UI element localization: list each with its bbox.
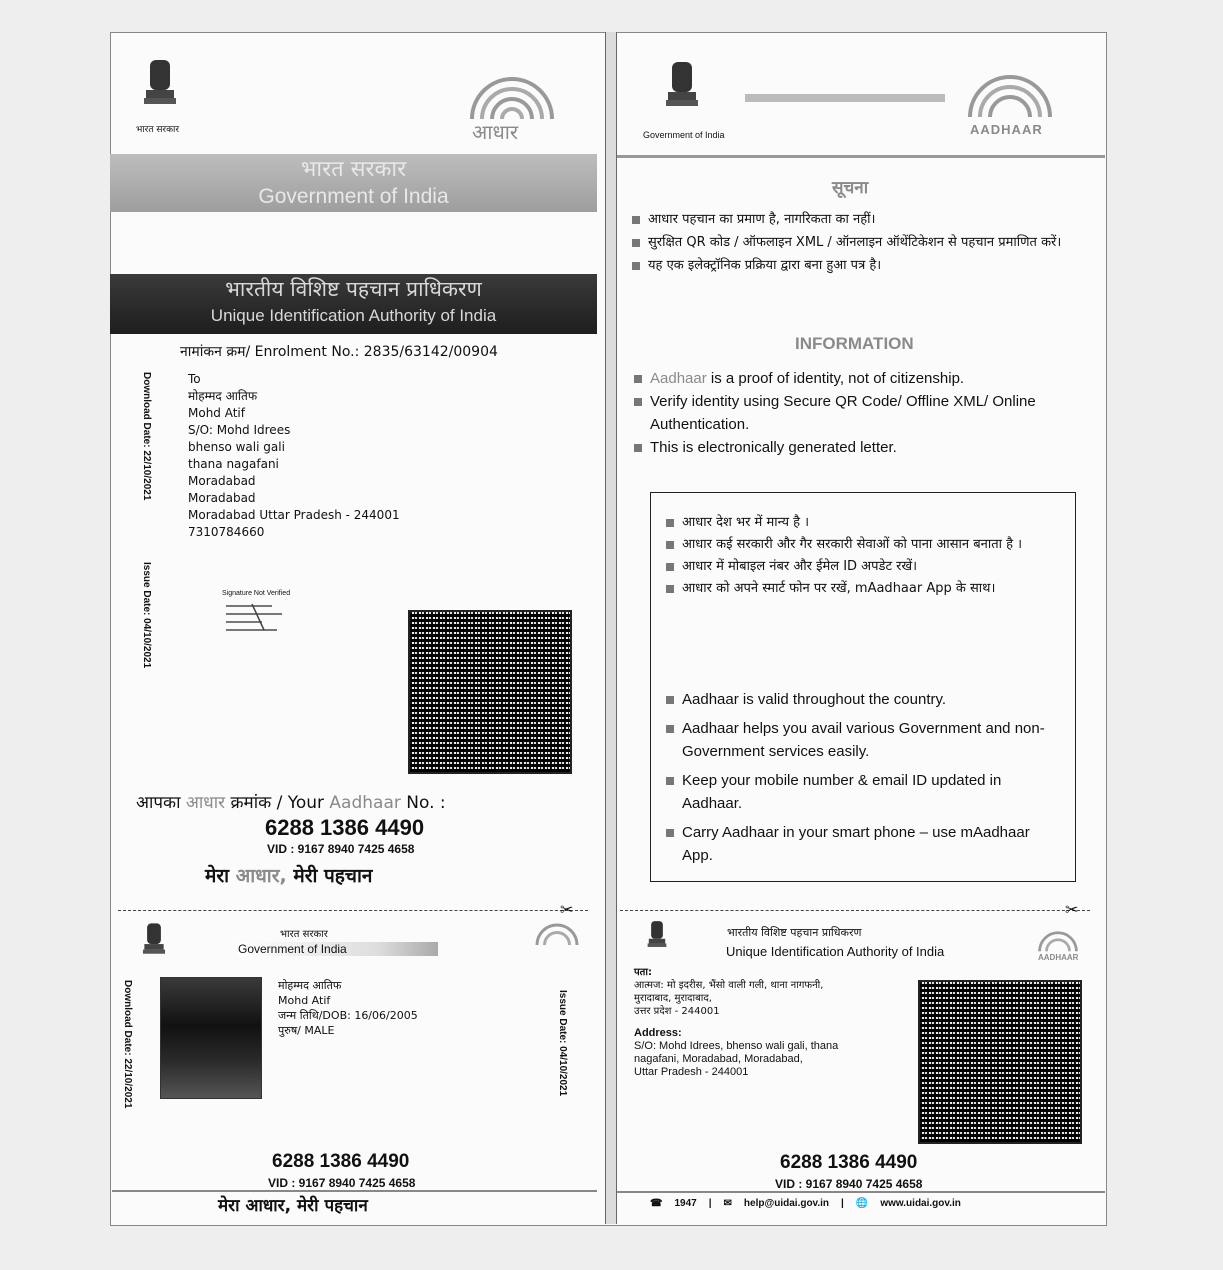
bullet-icon — [632, 239, 640, 247]
card-vid-number: VID : 9167 8940 7425 4658 — [268, 1176, 416, 1190]
bullet-icon — [666, 725, 674, 733]
card-divider — [112, 1190, 597, 1192]
header-rule — [745, 94, 945, 102]
bullet-icon — [634, 444, 642, 452]
enrolment-number: नामांकन क्रम/ Enrolment No.: 2835/63142/00904 — [180, 344, 498, 360]
info-item: Verify identity using Secure QR Code/ Offline XML/ Online Authentication. — [634, 390, 1094, 436]
aadhaar-logo-text: AADHAAR — [1038, 953, 1079, 962]
scissors-icon: ✂ — [560, 902, 574, 919]
hindi-info-item: यह एक इलेक्ट्रॉनिक प्रक्रिया द्वारा बना हुआ पत्र है। — [632, 254, 1072, 277]
box-hindi-item: आधार कई सरकारी और गैर सरकारी सेवाओं को पाना आसान बनाता है । — [666, 534, 1056, 556]
bullet-icon — [666, 541, 674, 549]
holder-gender: पुरुष/ MALE — [278, 1024, 335, 1037]
card-download-date: Download Date: 22/10/2021 — [122, 980, 133, 1109]
footer-email[interactable]: help@uidai.gov.in — [743, 1198, 830, 1209]
address-line: To — [188, 372, 201, 386]
bullet-icon — [632, 262, 640, 270]
address-hindi-line: मुरादाबाद, मुरादाबाद, — [634, 993, 712, 1004]
box-english-item: Aadhaar helps you avail various Government and non-Government services easily. — [666, 717, 1056, 763]
card-qr-code — [918, 980, 1082, 1144]
issue-date-vertical: Issue Date: 04/10/2021 — [141, 562, 152, 669]
information-title: INFORMATION — [795, 334, 914, 353]
hindi-info-list — [632, 208, 1072, 277]
card-issue-date: Issue Date: 04/10/2021 — [557, 990, 568, 1097]
box-english-item: Keep your mobile number & email ID updated in Aadhaar. — [666, 769, 1056, 815]
address-line: S/O: Mohd Idrees — [188, 423, 291, 437]
header-divider — [617, 155, 1105, 158]
gov-hindi: भारत सरकार — [300, 157, 407, 182]
hindi-info-item: सुरक्षित QR कोड / ऑफलाइन XML / ऑनलाइन ऑथेंटिकेशन से पहचान प्रमाणित करें। — [632, 231, 1072, 254]
download-date-vertical: Download Date: 22/10/2021 — [141, 372, 152, 501]
bullet-icon — [666, 829, 674, 837]
address-line: bhenso wali gali — [188, 440, 285, 454]
ashoka-emblem-icon — [645, 920, 669, 954]
gov-caption: Government of India — [643, 130, 725, 140]
address-english-line: Uttar Pradesh - 244001 — [634, 1066, 749, 1078]
holder-details — [278, 978, 418, 1038]
card-tagline: मेरा आधार, मेरी पहचान — [218, 1196, 368, 1216]
globe-icon: 🌐 — [855, 1198, 869, 1209]
ashoka-emblem-icon — [662, 60, 702, 118]
card-address-hindi — [634, 966, 823, 1018]
card-back-aadhaar-number: 6288 1386 4490 — [780, 1152, 918, 1173]
scissors-icon: ✂ — [1065, 902, 1079, 919]
address-line: मोहम्मद आतिफ — [188, 389, 258, 403]
aadhaar-logo-icon — [532, 922, 582, 948]
label-part: क्रमांक / Your — [230, 793, 325, 813]
footer-separator: | — [708, 1198, 712, 1209]
box-english-item: Aadhaar is valid throughout the country. — [666, 688, 1056, 711]
address-line: Moradabad Uttar Pradesh - 244001 — [188, 508, 400, 522]
holder-photo — [160, 977, 262, 1099]
card-aadhaar-number: 6288 1386 4490 — [272, 1151, 410, 1172]
box-english-list — [666, 688, 1056, 867]
address-line: Mohd Atif — [188, 406, 245, 420]
aadhaar-logo-text: AADHAAR — [970, 122, 1043, 137]
aadhaar-number-label — [136, 790, 446, 813]
box-hindi-item: आधार में मोबाइल नंबर और ईमेल ID अपडेट रखें। — [666, 556, 1056, 578]
bullet-icon — [632, 216, 640, 224]
card-address-english — [634, 1027, 838, 1079]
phone-icon: ☎ — [650, 1198, 663, 1209]
card-back-divider — [617, 1191, 1105, 1193]
english-info-list — [634, 367, 1094, 459]
aadhaar-logo-text: आधार — [472, 120, 519, 144]
bullet-icon — [666, 777, 674, 785]
suchna-title: सूचना — [832, 178, 869, 198]
address-label-english: Address: — [634, 1027, 682, 1039]
uidai-hindi: भारतीय विशिष्ट पहचान प्राधिकरण — [225, 277, 482, 301]
footer-contacts — [650, 1198, 961, 1209]
bullet-icon — [634, 375, 642, 383]
bullet-icon — [666, 585, 674, 593]
label-part: Aadhaar — [329, 793, 401, 813]
box-english-item: Carry Aadhaar in your smart phone – use mAadhaar App. — [666, 821, 1056, 867]
emblem-caption: भारत सरकार — [136, 125, 180, 135]
info-item: Aadhaar is a proof of identity, not of citizenship. — [634, 367, 1094, 390]
address-line: Moradabad — [188, 491, 256, 505]
card-gov-hindi: भारत सरकार — [280, 929, 328, 940]
fold-line — [605, 32, 617, 1224]
tagline-part: आधार, — [235, 865, 287, 887]
box-hindi-item: आधार देश भर में मान्य है । — [666, 512, 1056, 534]
aadhaar-logo-icon — [462, 74, 562, 124]
qr-code — [408, 610, 572, 774]
card-uidai-english: Unique Identification Authority of India — [726, 944, 945, 959]
address-english-line: S/O: Mohd Idrees, bhenso wali gali, thana — [634, 1040, 839, 1052]
bullet-icon — [666, 696, 674, 704]
label-part: No. : — [406, 793, 446, 813]
footer-web[interactable]: www.uidai.gov.in — [880, 1198, 961, 1209]
footer-phone: 1947 — [674, 1198, 697, 1209]
bullet-icon — [666, 563, 674, 571]
tagline — [205, 862, 372, 888]
box-hindi-list — [666, 512, 1056, 600]
address-hindi-line: आत्मज: मो इदरीस, भैंसो वाली गली, थाना नागफनी, — [634, 980, 824, 991]
aadhaar-logo-icon — [960, 72, 1060, 122]
address-line: Moradabad — [188, 474, 256, 488]
cut-line — [118, 910, 588, 911]
holder-dob: जन्म तिथि/DOB: 16/06/2005 — [278, 1009, 418, 1022]
uidai-english: Unique Identification Authority of India — [210, 306, 497, 325]
signature-validity-icon — [222, 600, 302, 636]
card-gov-english: Government of India — [238, 942, 438, 956]
card-uidai-hindi: भारतीय विशिष्ट पहचान प्राधिकरण — [727, 926, 862, 939]
holder-name-english: Mohd Atif — [278, 994, 331, 1007]
cut-line — [620, 910, 1090, 911]
uidai-banner — [110, 274, 597, 334]
info-item: This is electronically generated letter. — [634, 436, 1094, 459]
box-hindi-item: आधार को अपने स्मार्ट फोन पर रखें, mAadhaar App के साथ। — [666, 578, 1056, 600]
ashoka-emblem-icon — [140, 58, 180, 116]
bullet-icon — [666, 519, 674, 527]
address-english-line: nagafani, Moradabad, Moradabad, — [634, 1053, 803, 1065]
tagline-part: मेरी पहचान — [293, 865, 373, 887]
bullet-icon — [634, 398, 642, 406]
label-part: आपका — [136, 793, 181, 813]
tagline-part: मेरा — [205, 865, 230, 887]
email-icon: ✉ — [723, 1198, 732, 1209]
footer-separator: | — [841, 1198, 844, 1209]
address-hindi-line: उत्तर प्रदेश - 244001 — [634, 1006, 720, 1017]
aadhaar-number: 6288 1386 4490 — [265, 815, 425, 840]
gov-banner — [110, 154, 597, 212]
hindi-info-item: आधार पहचान का प्रमाण है, नागरिकता का नहीं। — [632, 208, 1072, 231]
vid-number: VID : 9167 8940 7425 4658 — [267, 842, 415, 856]
recipient-address — [188, 371, 400, 541]
signature-status: Signature Not Verified — [222, 590, 291, 597]
address-line: thana nagafani — [188, 457, 279, 471]
gov-english: Government of India — [258, 185, 449, 208]
holder-name-hindi: मोहम्मद आतिफ — [278, 979, 342, 992]
address-label-hindi: पता: — [634, 967, 652, 978]
card-back-vid-number: VID : 9167 8940 7425 4658 — [775, 1177, 923, 1191]
aadhaar-logo-icon — [1035, 930, 1081, 954]
ashoka-emblem-icon — [140, 922, 168, 962]
label-part: आधार — [185, 793, 226, 813]
address-line: 7310784660 — [188, 525, 265, 539]
